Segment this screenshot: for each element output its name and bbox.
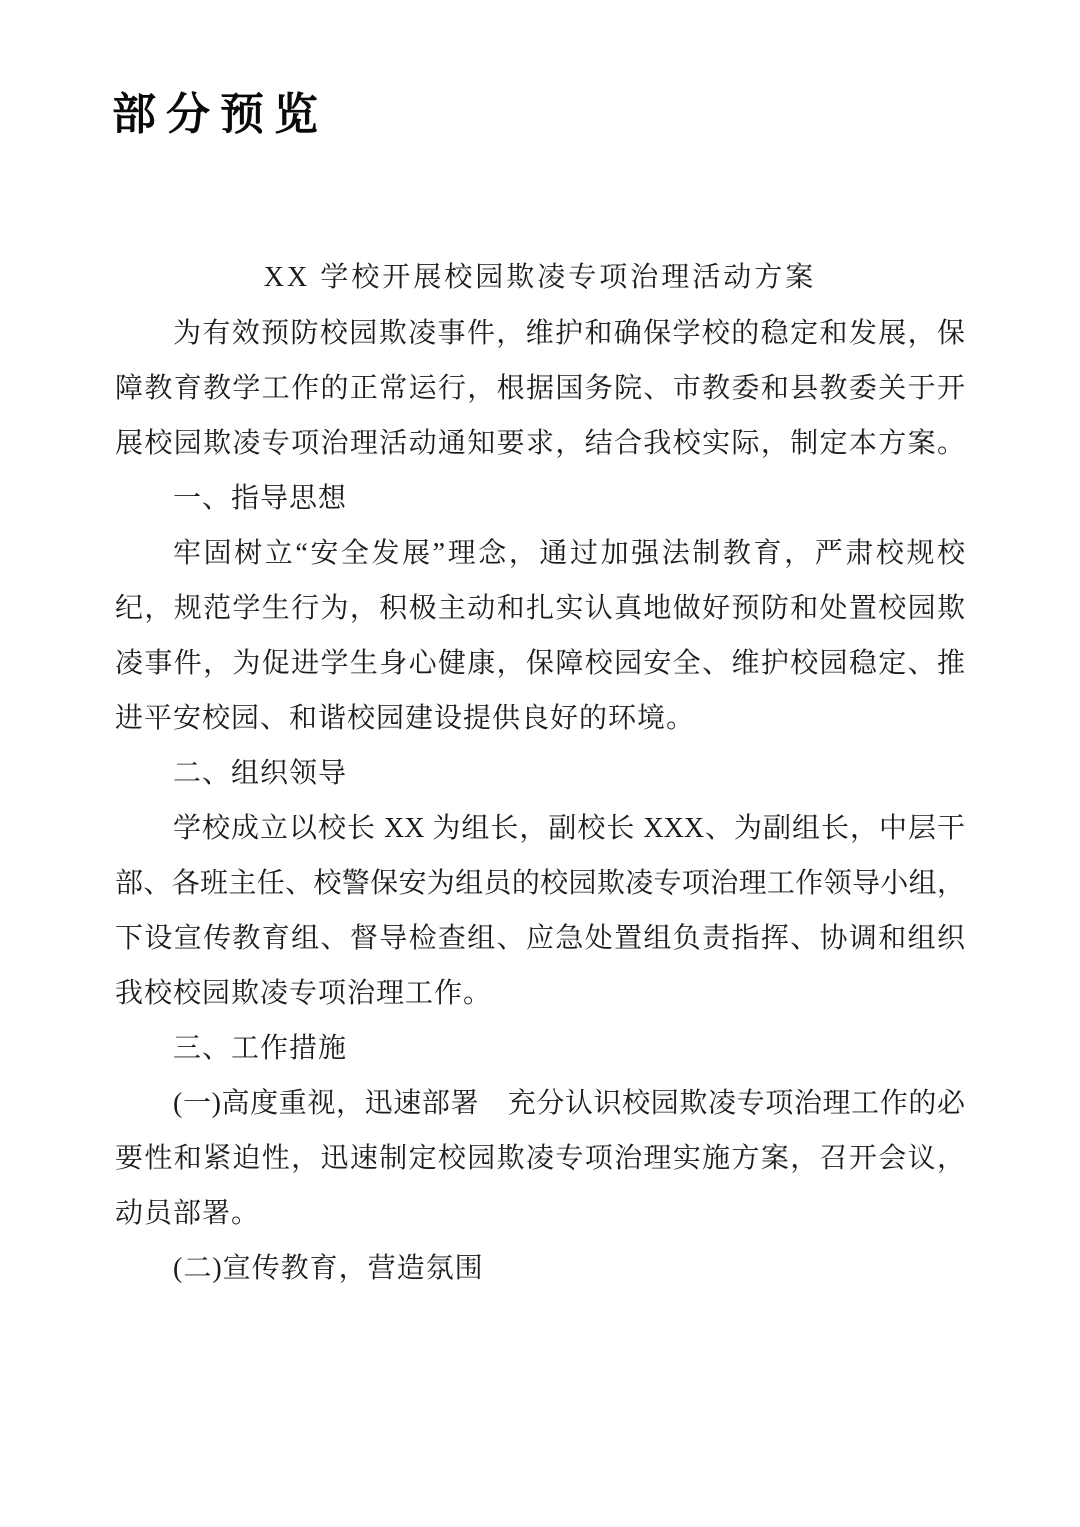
document-line: 为有效预防校园欺凌事件，维护和确保学校的稳定和发展，保 (173, 318, 965, 349)
document-line: 展校园欺凌专项治理活动通知要求，结合我校实际，制定本方案。 (115, 428, 965, 459)
document-line: 凌事件，为促进学生身心健康，保障校园安全、维护校园稳定、推 (115, 648, 965, 679)
preview-heading: 部分预览 (112, 89, 328, 140)
document-title: XX 学校开展校园欺凌专项治理活动方案 (263, 262, 817, 293)
document-line: 一、指导思想 (173, 483, 348, 514)
document-body (115, 306, 965, 1296)
document-line: 纪，规范学生行为，积极主动和扎实认真地做好预防和处置校园欺 (115, 593, 965, 624)
document-line: 进平安校园、和谐校园建设提供良好的环境。 (115, 703, 696, 734)
document-line: 下设宣传教育组、督导检查组、应急处置组负责指挥、协调和组织 (115, 923, 965, 954)
document-line: (一)高度重视，迅速部署 充分认识校园欺凌专项治理工作的必 (173, 1088, 965, 1119)
document-line: 三、工作措施 (173, 1033, 348, 1064)
document-line: 要性和紧迫性，迅速制定校园欺凌专项治理实施方案，召开会议， (115, 1143, 965, 1174)
document-line: 学校成立以校长 XX 为组长，副校长 XXX、为副组长，中层干 (173, 813, 965, 844)
document-line: 我校校园欺凌专项治理工作。 (115, 978, 493, 1009)
document-line: 部、各班主任、校警保安为组员的校园欺凌专项治理工作领导小组， (115, 868, 965, 899)
document-line: (二)宣传教育，营造氛围 (173, 1253, 484, 1284)
document-line: 牢固树立“安全发展”理念，通过加强法制教育，严肃校规校 (173, 538, 965, 569)
document-page (115, 250, 965, 1296)
document-line: 障教育教学工作的正常运行，根据国务院、市教委和县教委关于开 (115, 373, 965, 404)
document-line: 二、组织领导 (173, 758, 348, 789)
document-line: 动员部署。 (115, 1198, 261, 1229)
